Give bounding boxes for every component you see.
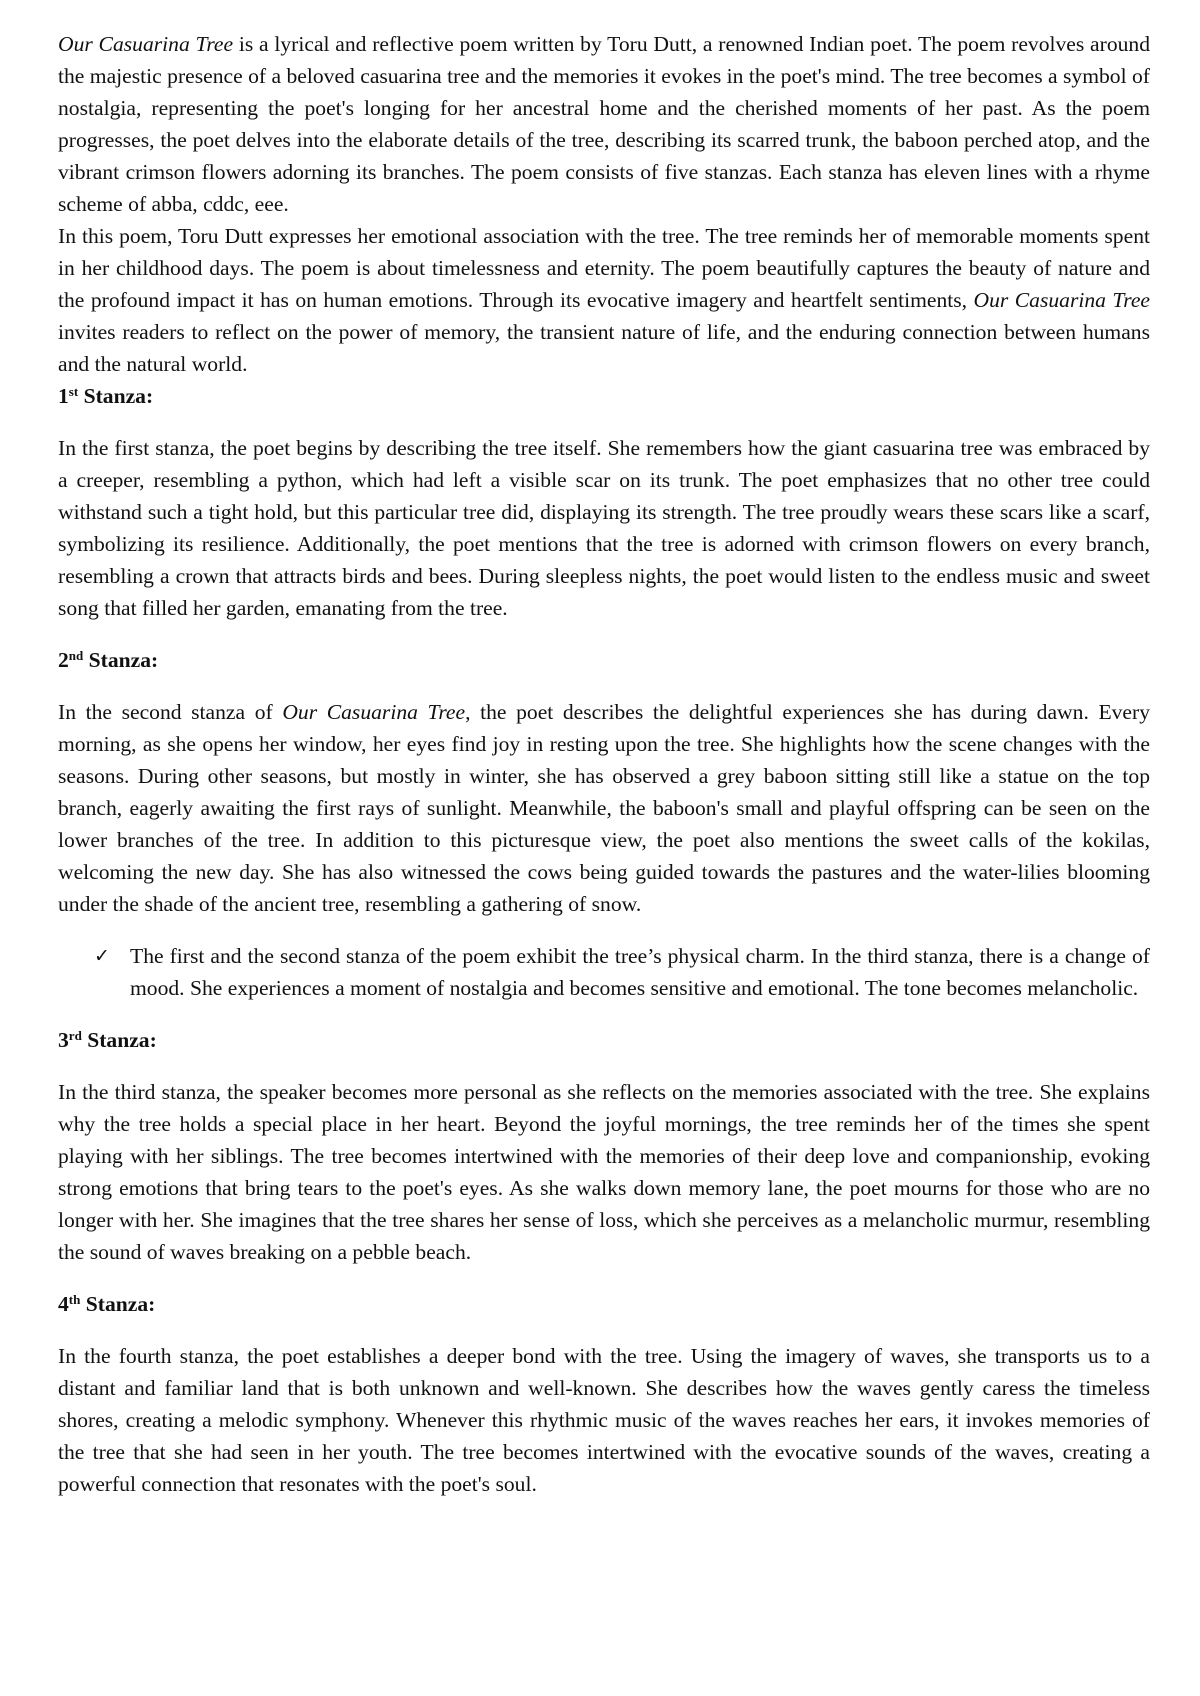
stanza-2-heading xyxy=(58,644,1150,676)
intro-text-2b: invites readers to reflect on the power of memory, the transient nature of life, and the enduring connection between humans and the natural world. xyxy=(58,320,1150,376)
stanza-number: 1 xyxy=(58,384,69,408)
stanza-1-heading xyxy=(58,380,1150,412)
stanza-2-paragraph xyxy=(58,696,1150,920)
stanza-number: 4 xyxy=(58,1292,69,1316)
stanza-3-heading xyxy=(58,1024,1150,1056)
stanza-2-text-a: In the second stanza of xyxy=(58,700,283,724)
stanza-label: Stanza: xyxy=(80,1292,156,1316)
note-list xyxy=(58,940,1150,1004)
note-text: The first and the second stanza of the poem exhibit the tree’s physical charm. In the third stanza, there is a change of mood. She experiences a moment of nostalgia and becomes sensitive and emotional. The tone becomes melancholic. xyxy=(130,944,1150,1000)
poem-title: Our Casuarina Tree xyxy=(973,288,1150,312)
ordinal-suffix: rd xyxy=(68,1028,82,1043)
stanza-label: Stanza: xyxy=(81,1028,157,1052)
stanza-number: 2 xyxy=(58,648,69,672)
stanza-1-paragraph: In the first stanza, the poet begins by describing the tree itself. She remembers how the giant casuarina tree was embraced by a creeper, resembling a python, which had left a visible scar on its trunk. The poet emphasizes that no other tree could withstand such a tight hold, but this particular tree did, displaying its strength. The tree proudly wears these scars like a scarf, symbolizing its resilience. Additionally, the poet mentions that the tree is adorned with crimson flowers on every branch, resembling a crown that attracts birds and bees. During sleepless nights, the poet would listen to the endless music and sweet song that filled her garden, emanating from the tree. xyxy=(58,436,1150,620)
intro-text-1: is a lyrical and reflective poem written by Toru Dutt, a renowned Indian poet. The poem revolves around the majestic presence of a beloved casuarina tree and the memories it evokes in the poet's mind. The tree becomes a symbol of nostalgia, representing the poet's longing for her ancestral home and the cherished moments of her past. As the poem progresses, the poet delves into the elaborate details of the tree, describing its scarred trunk, the baboon perched atop, and the vibrant crimson flowers adorning its branches. The poem consists of five stanzas. Each stanza has eleven lines with a rhyme scheme of abba, cddc, eee. xyxy=(58,32,1151,216)
list-item xyxy=(58,940,1150,1004)
document-page xyxy=(58,28,1150,1500)
check-icon: ✓ xyxy=(94,945,110,967)
stanza-3-paragraph: In the third stanza, the speaker becomes more personal as she reflects on the memories associated with the tree. She explains why the tree holds a special place in her heart. Beyond the joyful mornings, the tree reminds her of the times she spent playing with her siblings. The tree becomes intertwined with the memories of their deep love and companionship, evoking strong emotions that bring tears to the poet's eyes. As she walks down memory lane, the poet mourns for those who are no longer with her. She imagines that the tree shares her sense of loss, which she perceives as a melancholic murmur, resembling the sound of waves breaking on a pebble beach. xyxy=(58,1080,1150,1264)
poem-title: Our Casuarina Tree xyxy=(282,700,466,724)
ordinal-suffix: st xyxy=(68,384,79,399)
poem-title: Our Casuarina Tree xyxy=(58,32,234,56)
stanza-label: Stanza: xyxy=(78,384,154,408)
intro-text-2a: In this poem, Toru Dutt expresses her emotional association with the tree. The tree reminds her of memorable moments spent in her childhood days. The poem is about timelessness and eternity. The poem beautifully captures the beauty of nature and the profound impact it has on human emotions. Through its evocative imagery and heartfelt sentiments, xyxy=(58,224,1150,312)
stanza-label: Stanza: xyxy=(83,648,159,672)
intro-paragraph-2 xyxy=(58,220,1150,380)
intro-paragraph-1 xyxy=(58,28,1150,220)
stanza-4-heading xyxy=(58,1288,1150,1320)
stanza-2-text-b: , the poet describes the delightful experiences she has during dawn. Every morning, as she opens her window, her eyes find joy in resting upon the tree. She highlights how the scene changes with the seasons. During other seasons, but mostly in winter, she has observed a grey baboon sitting still like a statue on the top branch, eagerly awaiting the first rays of sunlight. Meanwhile, the baboon's small and playful offspring can be seen on the lower branches of the tree. In addition to this picturesque view, the poet also mentions the sweet calls of the kokilas, welcoming the new day. She has also witnessed the cows being guided towards the pastures and the water-lilies blooming under the shade of the ancient tree, resembling a gathering of snow. xyxy=(58,700,1151,916)
ordinal-suffix: nd xyxy=(68,648,84,663)
stanza-number: 3 xyxy=(58,1028,69,1052)
ordinal-suffix: th xyxy=(68,1292,81,1307)
stanza-4-paragraph: In the fourth stanza, the poet establishes a deeper bond with the tree. Using the imagery of waves, she transports us to a distant and familiar land that is both unknown and well-known. She describes how the waves gently caress the timeless shores, creating a melodic symphony. Whenever this rhythmic music of the waves reaches her ears, it invokes memories of the tree that she had seen in her youth. The tree becomes intertwined with the evocative sounds of the waves, creating a powerful connection that resonates with the poet's soul. xyxy=(58,1344,1150,1496)
